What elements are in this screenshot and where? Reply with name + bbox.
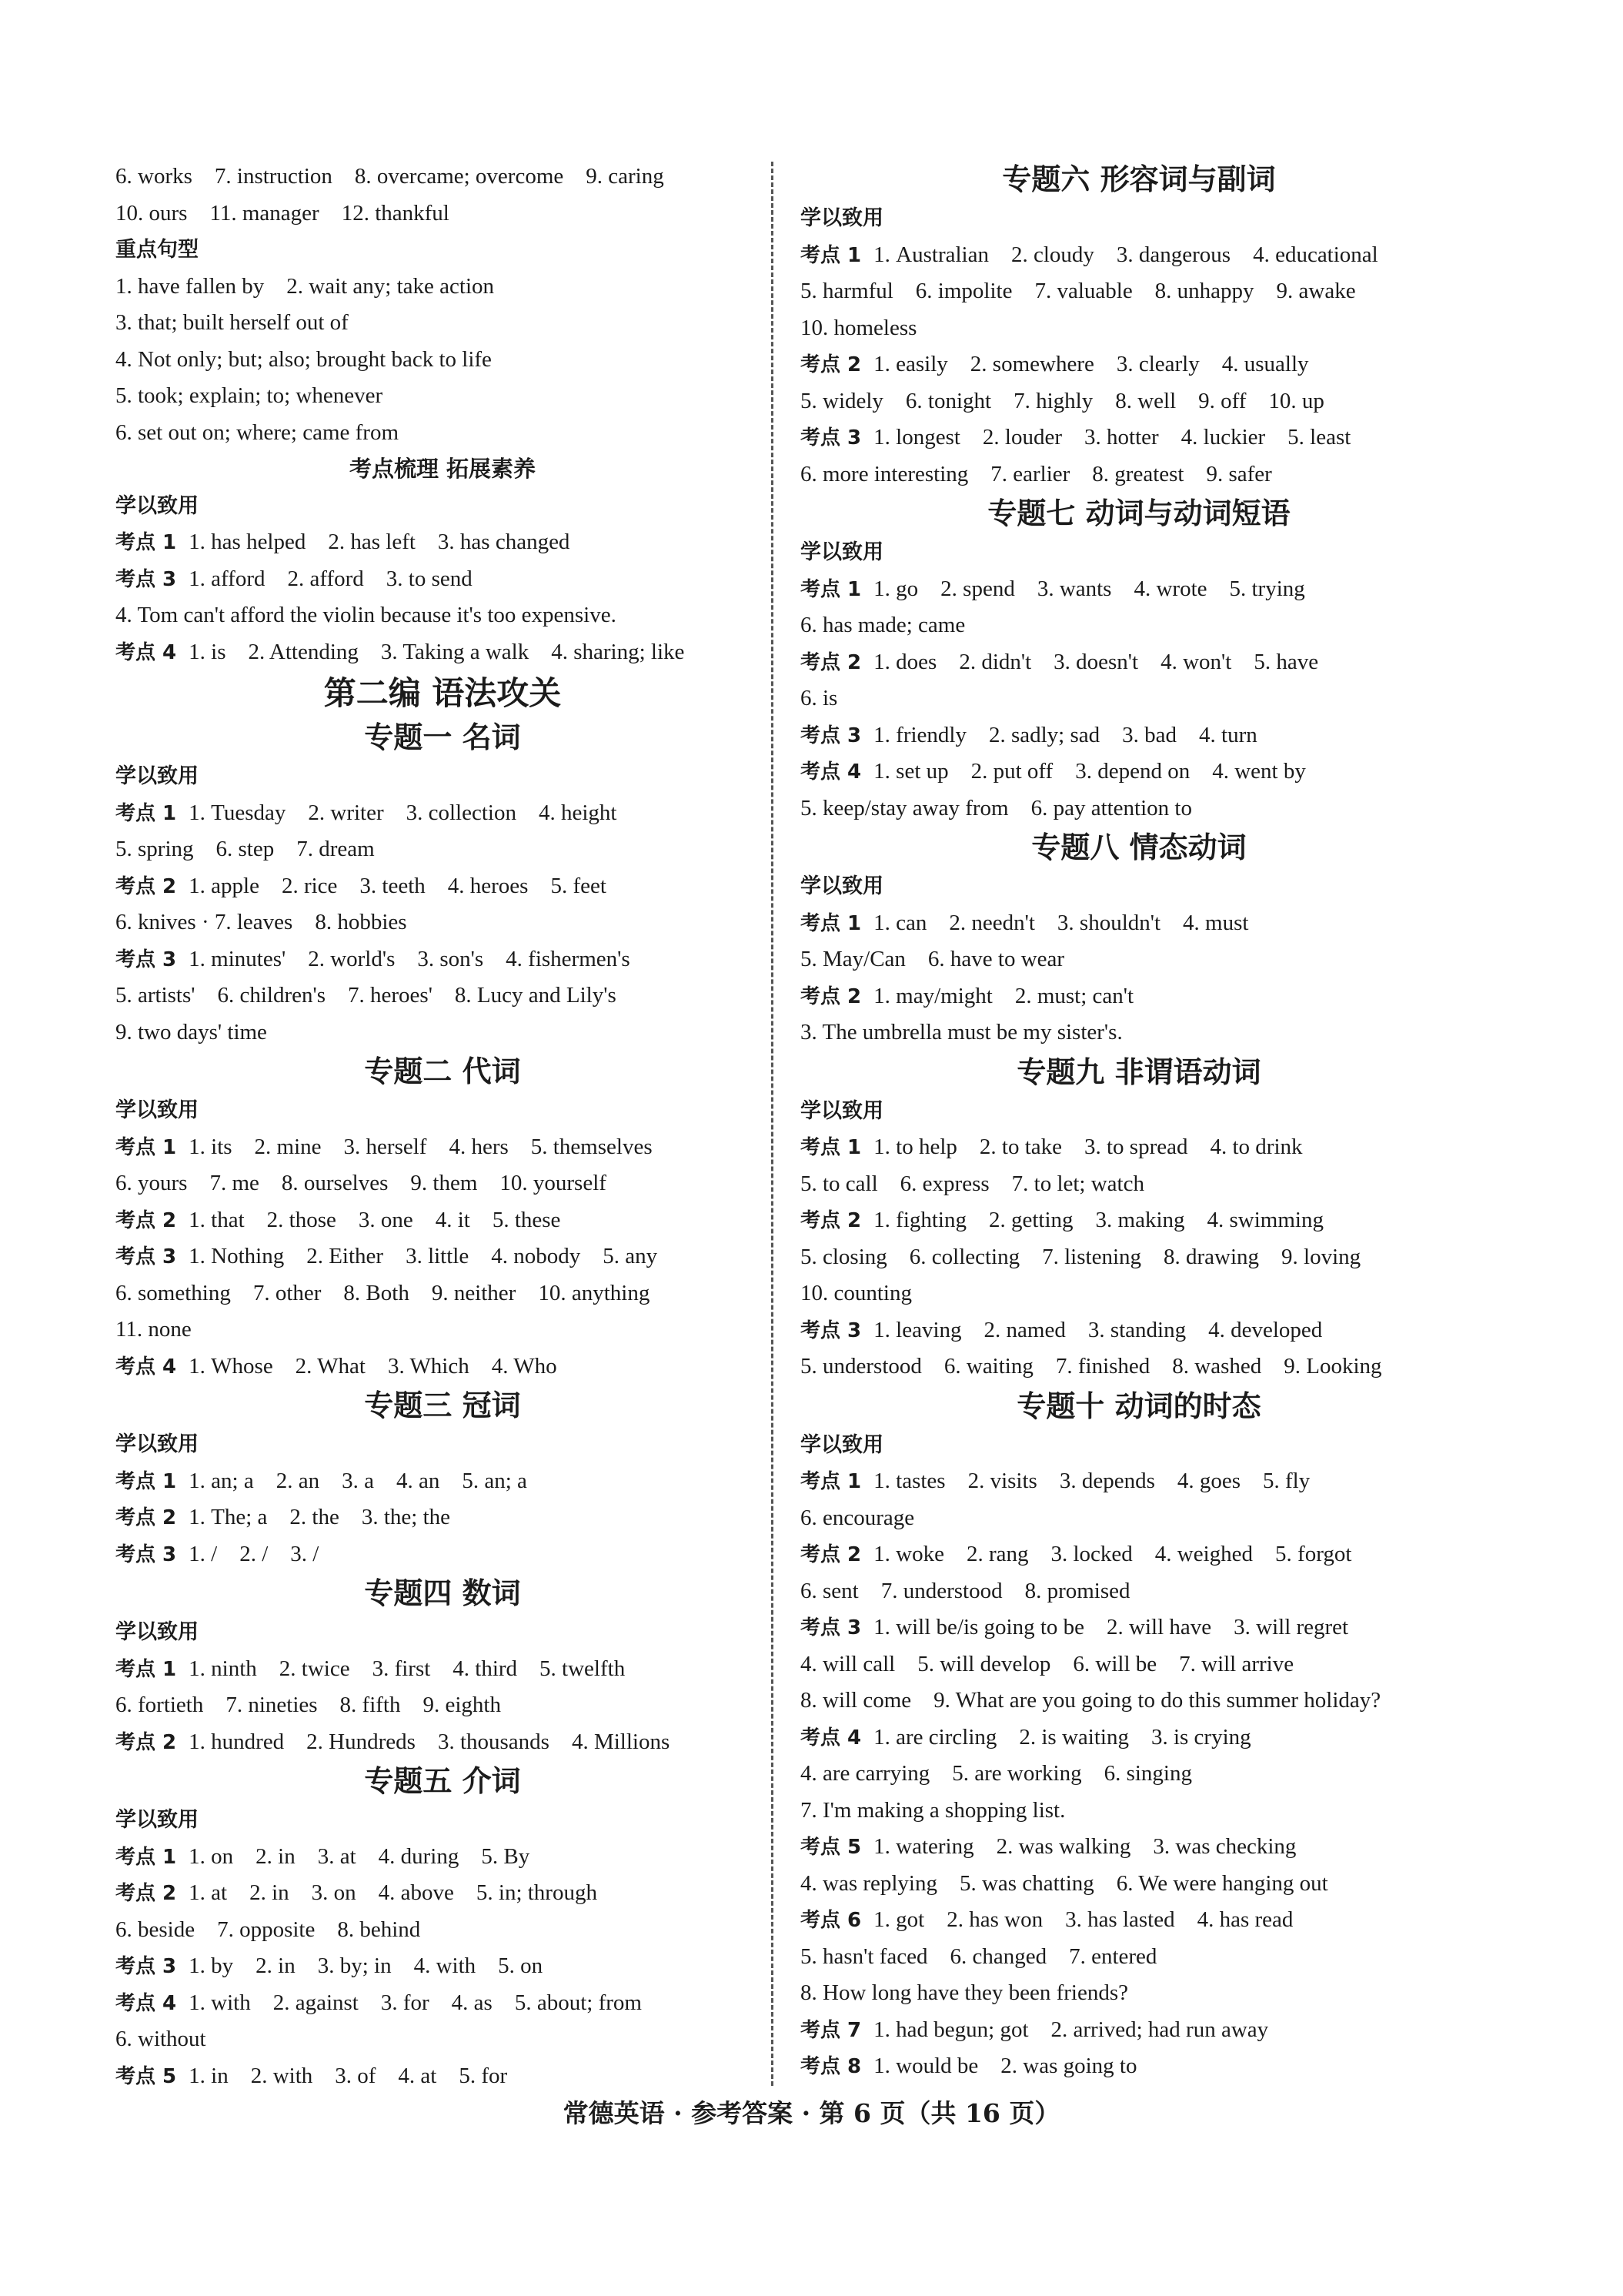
answer-text: 1. got 2. has won 3. has lasted 4. has read [873,1907,1294,1932]
section-label: 学以致用 [115,1620,199,1644]
page-footer: 常德英语 · 参考答案 · 第 6 页（共 16 页） [563,2098,1060,2128]
answer-text: 5. spring 6. step 7. dream [115,837,375,861]
answer-line [800,1793,1478,1830]
answer-line [115,159,770,196]
point-label: 考点 2 [800,984,862,1008]
answer-line [115,1536,770,1573]
answer-text: 1. that 2. those 3. one 4. it 5. these [189,1207,561,1232]
answer-text: 5. widely 6. tonight 7. highly 8. well 9. off 10. up [800,388,1324,413]
point-label: 考点 4 [115,640,177,664]
answer-text: 1. ninth 2. twice 3. first 4. third 5. twelfth [189,1656,626,1681]
answer-line [800,1202,1478,1239]
topic-heading: 专题二 代词 [364,1054,521,1088]
answer-text: 1. Nothing 2. Either 3. little 4. nobody 5. any [189,1244,658,1268]
answer-line [115,1312,770,1349]
topic-heading: 专题十 动词的时态 [1017,1388,1261,1423]
answer-line [115,1202,770,1239]
answer-text: 1. woke 2. rang 3. locked 4. weighed 5. forgot [873,1542,1352,1566]
answer-text: 1. have fallen by 2. wait any; take action [115,273,495,299]
answer-text: 1. Tuesday 2. writer 3. collection 4. height [189,800,617,825]
point-label: 考点 1 [800,577,862,601]
topic-heading: 第二编 语法攻关 [323,674,562,712]
answer-line [800,1166,1478,1203]
answer-line [115,1349,770,1385]
answer-text: 5. to call 6. express 7. to let; watch [800,1171,1144,1196]
answer-text: 1. fighting 2. getting 3. making 4. swimming [873,1208,1324,1232]
answer-text: 1. minutes' 2. world's 3. son's 4. fishermen's [189,946,630,971]
topic-heading: 专题九 非谓语动词 [1017,1054,1261,1089]
answer-text: 5. keep/stay away from 6. pay attention to [800,795,1192,820]
point-label: 考点 3 [115,1955,177,1978]
topic-heading: 专题四 数词 [364,1576,521,1610]
point-label: 考点 3 [800,426,862,450]
point-label: 考点 1 [800,1470,862,1493]
point-label: 考点 2 [115,1882,177,1905]
sub-heading: 考点梳理 拓展素养 [349,456,536,482]
answer-line [800,383,1478,420]
answer-line [800,273,1478,310]
answer-line [115,1839,770,1876]
answer-line [115,978,770,1014]
point-label: 考点 7 [800,2018,862,2042]
answer-text: 6. something 7. other 8. Both 9. neither 10. anything [115,1280,650,1305]
answer-line [800,346,1478,383]
answer-text: 4. are carrying 5. are working 6. singing [800,1761,1192,1786]
answer-line [115,561,770,598]
point-label: 考点 1 [115,1135,177,1159]
answer-line [800,1239,1478,1276]
answer-text: 1. leaving 2. named 3. standing 4. developed [873,1317,1323,1342]
answer-line [800,1573,1478,1610]
answer-line [800,790,1478,827]
answer-text: 1. go 2. spend 3. wants 4. wrote 5. trying [873,576,1305,601]
section-label: 学以致用 [800,1098,883,1123]
answer-line [800,754,1478,790]
answer-text: 8. How long have they been friends? [800,1980,1129,2005]
answer-text: 10. ours 11. manager 12. thankful [115,200,449,226]
answer-line [115,1165,770,1202]
answer-line [800,607,1478,644]
answer-line [115,1687,770,1724]
answer-text: 4. will call 5. will develop 6. will be 7. will arrive [800,1651,1294,1676]
point-label: 考点 4 [115,1355,177,1379]
point-label: 考点 4 [115,1991,177,2015]
answer-line [115,2021,770,2058]
point-label: 考点 1 [800,243,862,267]
answer-line [115,305,770,342]
answer-line [800,1975,1478,2012]
point-label: 考点 1 [800,911,862,935]
answer-line [115,415,770,452]
answer-text: 1. to help 2. to take 3. to spread 4. to drink [873,1135,1303,1159]
section-label: 重点句型 [115,238,199,262]
answer-text: 1. tastes 2. visits 3. depends 4. goes 5. fly [873,1469,1311,1493]
answer-text: 10. counting [800,1281,912,1305]
answer-line [800,2048,1478,2085]
answer-line [115,524,770,561]
answer-text: 1. hundred 2. Hundreds 3. thousands 4. Millions [189,1729,670,1754]
answer-line [800,1829,1478,1866]
answer-text: 6. set out on; where; came from [115,419,399,445]
answer-text: 1. had begun; got 2. arrived; had run away [873,2017,1269,2042]
answer-text: 10. homeless [800,315,917,340]
answer-line [115,196,770,232]
answer-line [115,1948,770,1985]
point-label: 考点 8 [800,2055,862,2078]
point-label: 考点 2 [800,1209,862,1232]
answer-text: 6. is [800,686,838,710]
answer-text: 1. afford 2. afford 3. to send [189,566,473,591]
answer-line [115,342,770,379]
section-label: 学以致用 [115,1432,199,1456]
point-label: 考点 4 [800,1726,862,1750]
answer-text: 6. yours 7. me 8. ourselves 9. them 10. yourself [115,1171,606,1195]
point-label: 考点 2 [115,874,177,898]
answer-line [800,680,1478,717]
point-label: 考点 3 [115,1542,177,1566]
point-label: 考点 5 [115,2064,177,2088]
answer-line [800,1129,1478,1166]
answer-text: 1. with 2. against 3. for 4. as 5. about; from [189,1990,642,2015]
answer-text: 11. none [115,1317,192,1342]
answer-line [115,1912,770,1949]
answer-text: 6. beside 7. opposite 8. behind [115,1917,421,1942]
answer-line [800,1014,1478,1051]
answer-text: 5. closing 6. collecting 7. listening 8. drawing 9. loving [800,1244,1361,1269]
answer-text: 5. artists' 6. children's 7. heroes' 8. Lucy and Lily's [115,983,616,1008]
answer-text: 1. in 2. with 3. of 4. at 5. for [189,2063,508,2088]
section-label: 学以致用 [115,1808,199,1832]
answer-text: 1. will be/is going to be 2. will have 3. will regret [873,1615,1349,1639]
answer-text: 6. works 7. instruction 8. overcame; overcome 9. caring [115,164,664,189]
point-label: 考点 1 [115,801,177,825]
section-label: 学以致用 [115,764,199,788]
answer-line [115,1129,770,1166]
topic-heading: 专题八 情态动词 [1031,830,1247,864]
section-label: 学以致用 [800,874,883,898]
answer-line [800,1500,1478,1537]
answer-text: 6. fortieth 7. nineties 8. fifth 9. eighth [115,1693,501,1717]
answer-line [115,1014,770,1051]
point-label: 考点 2 [115,1506,177,1529]
topic-heading: 专题五 介词 [364,1763,521,1798]
answer-line [800,905,1478,942]
topic-heading: 专题七 动词与动词短语 [987,496,1291,530]
answer-text: 4. Not only; but; also; brought back to life [115,346,492,372]
answer-text: 5. May/Can 6. have to wear [800,947,1065,971]
answer-text: 1. watering 2. was walking 3. was checking [873,1834,1297,1859]
answer-text: 1. by 2. in 3. by; in 4. with 5. on [189,1953,543,1978]
right-column [800,159,1478,2085]
point-label: 考点 6 [800,1909,862,1932]
answer-line [800,1312,1478,1349]
answer-text: 5. understood 6. waiting 7. finished 8. washed 9. Looking [800,1354,1382,1379]
answer-line [115,378,770,415]
answer-line [800,1866,1478,1903]
topic-heading: 专题一 名词 [364,720,521,754]
answer-text: 1. has helped 2. has left 3. has changed [189,530,570,554]
answer-line [800,456,1478,493]
point-label: 考点 3 [115,947,177,971]
left-column [115,159,770,2094]
answer-line [800,1683,1478,1719]
point-label: 考点 3 [115,567,177,591]
answer-text: 1. / 2. / 3. / [189,1541,319,1566]
answer-text: 3. The umbrella must be my sister's. [800,1020,1123,1044]
answer-line [800,1349,1478,1385]
point-label: 考点 3 [800,724,862,747]
answer-line [800,1756,1478,1793]
answer-text: 5. took; explain; to; whenever [115,383,383,408]
answer-text: 5. harmful 6. impolite 7. valuable 8. unhappy 9. awake [800,279,1356,303]
answer-text: 1. are circling 2. is waiting 3. is crying [873,1724,1251,1750]
answer-text: 1. does 2. didn't 3. doesn't 4. won't 5. have [873,649,1319,674]
answer-text: 1. easily 2. somewhere 3. clearly 4. usually [873,352,1309,376]
point-label: 考点 1 [800,1136,862,1159]
point-label: 考点 5 [800,1836,862,1859]
answer-line [115,1275,770,1312]
answer-text: 1. longest 2. louder 3. hotter 4. luckier 5. least [873,425,1351,450]
point-label: 考点 3 [115,1245,177,1268]
answer-text: 1. apple 2. rice 3. teeth 4. heroes 5. feet [189,873,606,898]
answer-line [800,1536,1478,1573]
point-label: 考点 1 [115,531,177,554]
answer-text: 7. I'm making a shopping list. [800,1797,1066,1823]
answer-text: 6. more interesting 7. earlier 8. greatest 9. safer [800,461,1272,486]
answer-line [115,1985,770,2022]
answer-line [800,1939,1478,1976]
answer-text: 1. an; a 2. an 3. a 4. an 5. an; a [189,1468,527,1493]
answer-line [800,571,1478,608]
answer-text: 1. can 2. needn't 3. shouldn't 4. must [873,910,1249,935]
answer-text: 4. was replying 5. was chatting 6. We were hanging out [800,1870,1328,1896]
answer-line [115,1875,770,1912]
point-label: 考点 4 [800,760,862,784]
answer-line [800,717,1478,754]
point-label: 考点 2 [800,1543,862,1566]
answer-line [800,419,1478,456]
section-label: 学以致用 [800,1432,883,1457]
answer-line [800,1609,1478,1646]
section-label: 学以致用 [115,493,199,518]
answer-line [115,2058,770,2095]
answer-text: 6. without [115,2027,206,2051]
answer-text: 1. at 2. in 3. on 4. above 5. in; through [189,1880,597,1905]
answer-text: 1. Australian 2. cloudy 3. dangerous 4. educational [873,242,1378,267]
answer-text: 5. hasn't faced 6. changed 7. entered [800,1943,1157,1969]
section-label: 学以致用 [800,540,883,564]
answer-line [800,1463,1478,1500]
answer-line [115,634,770,671]
answer-text: 8. will come 9. What are you going to do this summer holiday? [800,1688,1381,1713]
answer-line [800,2012,1478,2049]
answer-text: 6. knives · 7. leaves 8. hobbies [115,910,407,934]
answer-text: 1. its 2. mine 3. herself 4. hers 5. themselves [189,1134,653,1159]
answer-line [115,597,770,634]
answer-line [115,1651,770,1688]
point-label: 考点 2 [115,1208,177,1232]
point-label: 考点 1 [115,1845,177,1869]
point-label: 考点 3 [800,1616,862,1639]
answer-line [800,1646,1478,1683]
answer-text: 6. sent 7. understood 8. promised [800,1578,1130,1603]
answer-text: 6. encourage [800,1505,915,1530]
answer-line [115,1724,770,1761]
answer-line [800,1902,1478,1939]
answer-text: 9. two days' time [115,1019,267,1044]
point-label: 考点 2 [800,353,862,376]
answer-text: 1. would be 2. was going to [873,2054,1137,2078]
answer-text: 4. Tom can't afford the violin because it's too expensive. [115,603,616,627]
answer-line [115,269,770,306]
answer-line [115,904,770,941]
answer-line [115,868,770,905]
topic-heading: 专题六 形容词与副词 [1002,162,1276,196]
point-label: 考点 2 [800,650,862,674]
section-label: 学以致用 [115,1098,199,1122]
answer-text: 3. that; built herself out of [115,310,349,335]
answer-text: 1. on 2. in 3. at 4. during 5. By [189,1843,530,1869]
point-label: 考点 2 [115,1730,177,1754]
answer-text: 1. The; a 2. the 3. the; the [189,1505,451,1529]
answer-line [800,310,1478,347]
answer-line [115,941,770,978]
answer-text: 1. set up 2. put off 3. depend on 4. went by [873,759,1306,784]
answer-line [115,1238,770,1275]
answer-line [115,1499,770,1536]
answer-line [800,941,1478,978]
topic-heading: 专题三 冠词 [364,1388,521,1422]
answer-text: 1. friendly 2. sadly; sad 3. bad 4. turn [873,722,1257,747]
point-label: 考点 3 [800,1318,862,1342]
answer-line [800,237,1478,274]
answer-line [800,644,1478,681]
answer-line [115,831,770,868]
answer-text: 6. has made; came [800,613,966,637]
point-label: 考点 1 [115,1469,177,1493]
answer-line [800,978,1478,1015]
point-label: 考点 1 [115,1657,177,1681]
answer-line [115,1463,770,1500]
column-divider [771,162,773,2086]
answer-text: 1. is 2. Attending 3. Taking a walk 4. sharing; like [189,639,685,664]
answer-text: 1. may/might 2. must; can't [873,983,1134,1008]
answer-line [800,1275,1478,1312]
answer-line [115,795,770,832]
answer-line [800,1719,1478,1756]
section-label: 学以致用 [800,206,883,230]
answer-text: 1. Whose 2. What 3. Which 4. Who [189,1353,557,1379]
